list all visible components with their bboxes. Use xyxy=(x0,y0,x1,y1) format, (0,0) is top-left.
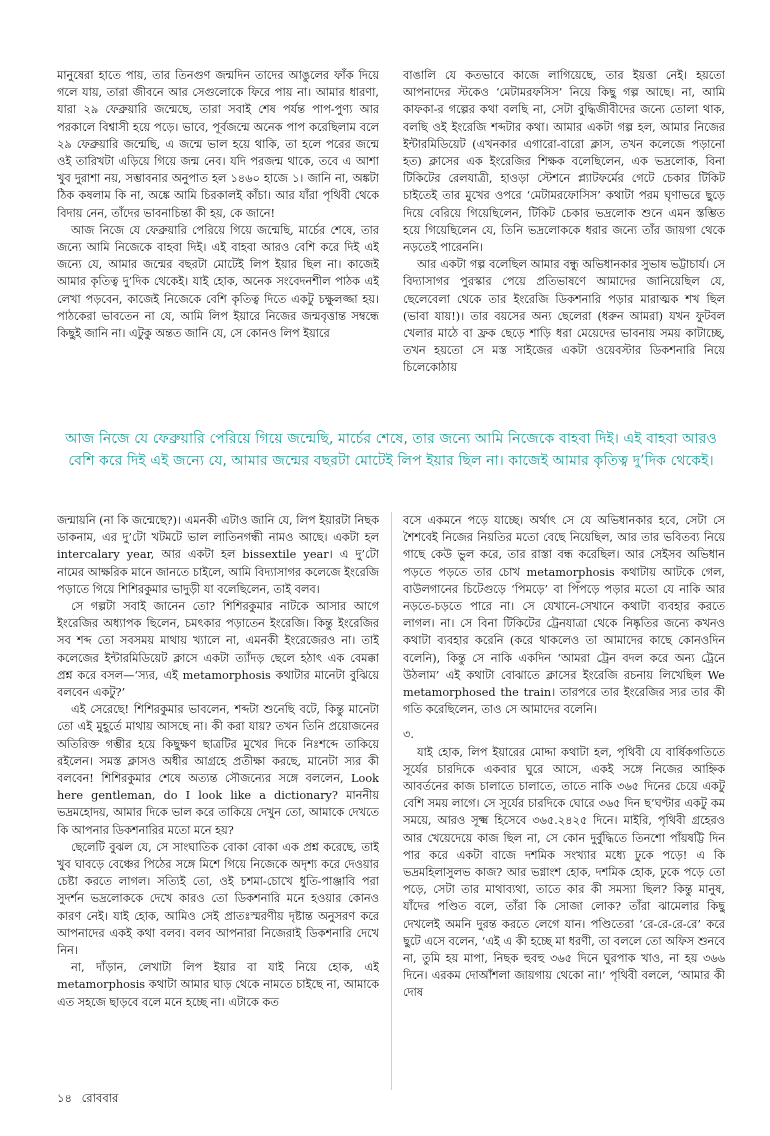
column-divider xyxy=(391,512,392,1090)
paragraph: সে গল্পটা সবাই জানেন তো? শিশিরকুমার নাটকে আসার আগে ইংরেজির অধ্যাপক ছিলেন, চমৎকার পড়াতেন ইংরেজি। কিন্তু ইংরেজির সব শব্দ তো সবসময় মাথায় খ্যালে না, এমনকী ইংরেজেরও না। তাই কলেজের ইন্টারমিডিয়েট ক্লাসে একটা ত্যাঁদড় ছেলে হঠাৎ এক বেমক্কা প্রশ্ন করে বসল—‘স্যর, এই metamorphosis কথাটার মানেটা বুঝিয়ে বলবেন একটু?’ xyxy=(57,600,379,700)
paragraph: না, দাঁড়ান, লেখাটা লিপ ইয়ার বা যাই নিয়ে হোক, এই metamorphosis কথাটা আমার ঘাড় থেকে নামতে চাইছে না, আমাকে এত সহজে ছাড়বে বলে মনে হচ্ছে না। এটাকে কত xyxy=(57,961,379,1009)
page-number: ১৪ xyxy=(57,1091,72,1105)
section-name: রোববার xyxy=(81,1091,119,1105)
paragraph: আজ নিজে যে ফেব্রুয়ারি পেরিয়ে গিয়ে জন্মেছি, মার্চের শেষে, তার জন্যে আমি নিজেকে বাহবা দিই। এই বাহবা আরও বেশি করে দিই এই জন্যে যে, আমার জন্মের বছরটা মোটেই লিপ ইয়ার ছিল না। কাজেই আমার কৃতিত্ব দু’দিক থেকেই। যাই হোক, অনেক সংবেদনশীল পাঠক এই লেখা পড়বেন, কাজেই নিজেকে বেশি কৃতিত্ব দিতে একটু চক্ষুলজ্জা হয়। পাঠকেরা ভাবতেন না যে, আমি লিপ ইয়ারে নিজের জন্মবৃত্তান্ত সম্বন্ধে কিছুই জানি না। এটুকু অন্তত জানি যে, সে কোনও লিপ ইয়ারে xyxy=(57,223,379,341)
paragraph: আর একটা গল্প বলেছিল আমার বন্ধু অভিধানকার সুভাষ ভট্টাচার্য। সে বিদ্যাসাগর পুরস্কার পেয়ে প্রতিভাষণে আমাদের জানিয়েছিল যে, ছেলেবেলা থেকে তার ইংরেজি ডিকশনারি পড়ার মারাত্মক শখ ছিল (ভাবা যায়!)। তার বয়সের অন্য ছেলেরা (ধরুন আমরা) যখন ফুটবল খেলার মাঠে বা ফ্রক ছেড়ে শাড়ি ধরা মেয়েদের ভাবনায় সময় কাটাচ্ছে, তখন হয়তো সে মস্ত সাইজের একটা ওয়েবস্টার ডিকশনারি নিয়ে চিলেকোঠায় xyxy=(403,258,725,375)
column-top-right xyxy=(403,67,725,427)
pull-quote: আজ নিজে যে ফেব্রুয়ারি পেরিয়ে গিয়ে জন্মেছি, মার্চের শেষে, তার জন্যে আমি নিজেকে বাহবা দিই। এই বাহবা আরও বেশি করে দিই এই জন্যে যে, আমার জন্মের বছরটা মোটেই লিপ ইয়ার ছিল না। কাজেই আমার কৃতিত্ব দু’দিক থেকেই। xyxy=(65,431,717,469)
section-number: ৩. xyxy=(403,728,414,742)
paragraph: যাই হোক, লিপ ইয়ারের মোদ্দা কথাটা হল, পৃথিবী যে বার্ষিকগতিতে সূর্যের চারদিকে একবার ঘুরে আসে, একই সঙ্গে নিজের আহ্নিক আবর্তনের কাজ চালাতে চালাতে, তাতে নাকি ৩৬৫ দিনের চেয়ে একটু বেশি সময় লাগে। সে সূর্যের চারদিকে ঘোরে ৩৬৫ দিন ছ’ঘণ্টার একটু কম সময়ে, আরও সূক্ষ্ম হিসেবে ৩৬৫.২৪২৫ দিনে। মাইরি, পৃথিবী গ্রহেরও আর খেয়েদেয়ে কাজ ছিল না, সে কোন দুর্বুদ্ধিতে তিনশো পাঁয়ষট্টি দিন পার করে একটা বাজে দশমিক সংখ্যার মধ্যে ঢুকে পড়ে! এ কি ভদ্রমহিলাসুলভ কাজ? আর ভগ্নাংশ হোক, দশমিক হোক, ঢুকে পড়ে তো পড়ে, সেটা তার মাথাব্যথা, তাতে কার কী সমস্যা ছিল? কিন্তু মানুষ, যাঁদের পণ্ডিত বলে, তাঁরা কি সোজা লোক? তাঁরা ঝামেলার কিছু দেখলেই অমনি দুরন্ত করতে লেগে যান। পণ্ডিতেরা ‘রে-রে-রে-রে’ করে ছুটে এসে বলেন, ‘এই এ কী হচ্ছে মা ধরণী, তা বললে তো অফিস শুনবে না, তুমি হয় মাপা, নিছক হুবহু ৩৬৫ দিনে ঘুরপাক খাও, না হয় ৩৬৬ দিনে। এরকম দোআঁশলা জায়গায় থেকো না।’ পৃথিবী বললে, ‘আমার কী দোষ xyxy=(403,745,725,1000)
paragraph: ছেলেটি বুঝল যে, সে সাংঘাতিক বোকা বোকা এক প্রশ্ন করেছে, তাই খুব ঘাবড়ে বেঞ্চের পিঠের সঙ্গে মিশে গিয়ে নিজেকে অদৃশ্য করে দেওয়ার চেষ্টা করতে লাগল। সত্যিই তো, ওই চশমা-চোখে ধুতি-পাঞ্জাবি পরা সুদর্শন ভদ্রলোককে দেখে কারও তো ডিকশনারি মনে হওয়ার কোনও কারণ নেই। যাই হোক, আমিও সেই প্রাতঃস্মরণীয় দৃষ্টান্ত অনুসরণ করে আপনাদের একই কথা বলব। বলব আপনারা নিজেরাই ডিকশনারি দেখে নিন। xyxy=(57,840,379,958)
paragraph: বসে একমনে পড়ে যাচ্ছে। অর্থাৎ সে যে অভিধানকার হবে, সেটা সে শৈশবেই নিজের নিয়তির মতো বেছে নিয়েছিল, আর তার ভবিতব্য নিয়ে গাছে কেউ ভুল করে, তার রাস্তা বন্ধ করেছিল। আর সেইসব অভিধান পড়তে পড়তে তার চোখ metamorphosis কথাটায় আটকে গেল, বাউলগানের চিটেগুড়ে ‘পিমড়ে’ বা পিঁপড়ে পড়ার মতো যে নাকি আর নড়তে-চড়তে পারে না। সে যেখানে-সেখানে কথাটা ব্যবহার করতে লাগল। না। সে বিনা টিকিটের ট্রেনযাত্রা থেকে নিষ্কৃতির জন্যে কখনও কথাটা ব্যবহার করেনি (করে থাকলেও তা আমাদের কাছে কোনওদিন বলেনি), কিন্তু সে নাকি একদিন ‘আমরা ট্রেন বদল করে অন্য ট্রেনে উঠলাম’ এই কথাটা বোঝাতে ক্লাসের ইংরেজি রচনায় লিখেছিল We metamorphosed the train। তারপরে তার ইংরেজির স্যর তার কী গতি করেছিলেন, তাও সে আমাদের বলেনি। xyxy=(403,514,725,717)
column-bottom-left xyxy=(57,512,379,1090)
column-bottom-right xyxy=(403,512,725,1090)
page-footer xyxy=(57,1090,124,1109)
paragraph: এই সেরেছে! শিশিরকুমার ভাবলেন, শব্দটা শুনেছি বটে, কিন্তু মানেটা তো এই মুহূর্তে মাথায় আসছে না। কী করা যায়? তখন তিনি প্রয়োজনের অতিরিক্ত গম্ভীর হয়ে কিছুক্ষণ ছাত্রটির মুখের দিকে নিঃশব্দে তাকিয়ে রইলেন। সমস্ত ক্লাসও অধীর আগ্রহে প্রতীক্ষা করছে, মানেটা স্যর কী বলবেন! শিশিরকুমার শেষে অত্যন্ত সৌজন্যের সঙ্গে বললেন, Look here gentleman, do I look like a dictionary? মাননীয় ভদ্রমহোদয়, আমার দিকে ভাল করে তাকিয়ে দেখুন তো, আমাকে দেখতে কি আপনার ডিকশনারির মতো মনে হয়? xyxy=(57,703,379,837)
paragraph: বাঙালি যে কতভাবে কাজে লাগিয়েছে, তার ইয়ত্তা নেই। হয়তো আপনাদের স্টকেও ‘মেটামরফসিস’ নিয়ে কিছু গল্প আছে। না, আমি কাফকা-র গল্পের কথা বলছি না, সেটা বুদ্ধিজীবীদের জন্যে তোলা থাক, বলছি ওই ইংরেজি শব্দটার কথা। আমার একটা গল্প হল, আমার নিজের ইন্টারমিডিয়েট (এখনকার এগারো-বারো ক্লাস, তখন কলেজে পড়ানো হত) ক্লাসের এক ইংরেজির শিক্ষক বলেছিলেন, এক ভদ্রলোক, বিনা টিকিটের রেলযাত্রী, হাওড়া স্টেশনে প্ল্যাটফর্মের গেটে চেকার টিকিট চাইতেই তার মুখের ওপরে ‘মেটামরফোসিস’ কথাটা পরম ঘৃণাভরে ছুড়ে দিয়ে বেরিয়ে গিয়েছিলেন, টিকিট চেকার ভদ্রলোক শুনে এমন স্তম্ভিত হয়ে গিয়েছিলেন যে, তিনি ভদ্রলোককে ধরার জন্যে তাঁর জায়গা থেকে নড়তেই পারেননি। xyxy=(403,69,725,255)
paragraph: জন্মায়নি (না কি জন্মেছে?)। এমনকী এটাও জানি যে, লিপ ইয়ারটা নিছক ডাকনাম, এর দু’টো খটমটে ভাল লাতিনগন্ধী নামও আছে। একটা হল intercalary year, আর একটা হল bissextile year। এ দু’টো নামের আক্ষরিক মানে জানতে চাইলে, আমি বিদ্যাসাগর কলেজে ইংরেজি পড়াতে গিয়ে শিশিরকুমার ভাদুড়ী যা বলেছিলেন, তাই বলব। xyxy=(57,514,379,596)
paragraph: মানুষেরা হাতে পায়, তার তিনগুণ জন্মদিন তাদের আঙুলের ফাঁক দিয়ে গলে যায়, তারা জীবনে আর সেগুলোকে ফিরে পায় না। আমার ধারণা, যারা ২৯ ফেব্রুয়ারি জন্মেছে, তারা সবাই শেষ পর্যন্ত পাপ-পুণ্য আর পরকালে বিশ্বাসী হয়ে পড়ে। ভাবে, পূর্বজন্মে অনেক পাপ করেছিলাম বলে ২৯ ফেব্রুয়ারি জন্মেছি, এ জন্মে ভাল হয়ে থাকি, তা হলে পরের জন্মে ওই তারিখটা এড়িয়ে গিয়ে জন্ম নেব। যদি পরজন্ম থাকে, তবে এ আশা খুব দুরাশা নয়, সম্ভাবনার অনুপাত হল ১৪৬০ হাজে ১। জানি না, অঙ্কটা ঠিক কষলাম কি না, অঙ্কে আমি চিরকালই কাঁচা। আর যাঁরা পৃথিবী থেকে বিদায় নেন, তাঁদের ভাবনাচিন্তা কী হয়, কে জানে! xyxy=(57,69,379,220)
column-top-left xyxy=(57,67,379,427)
